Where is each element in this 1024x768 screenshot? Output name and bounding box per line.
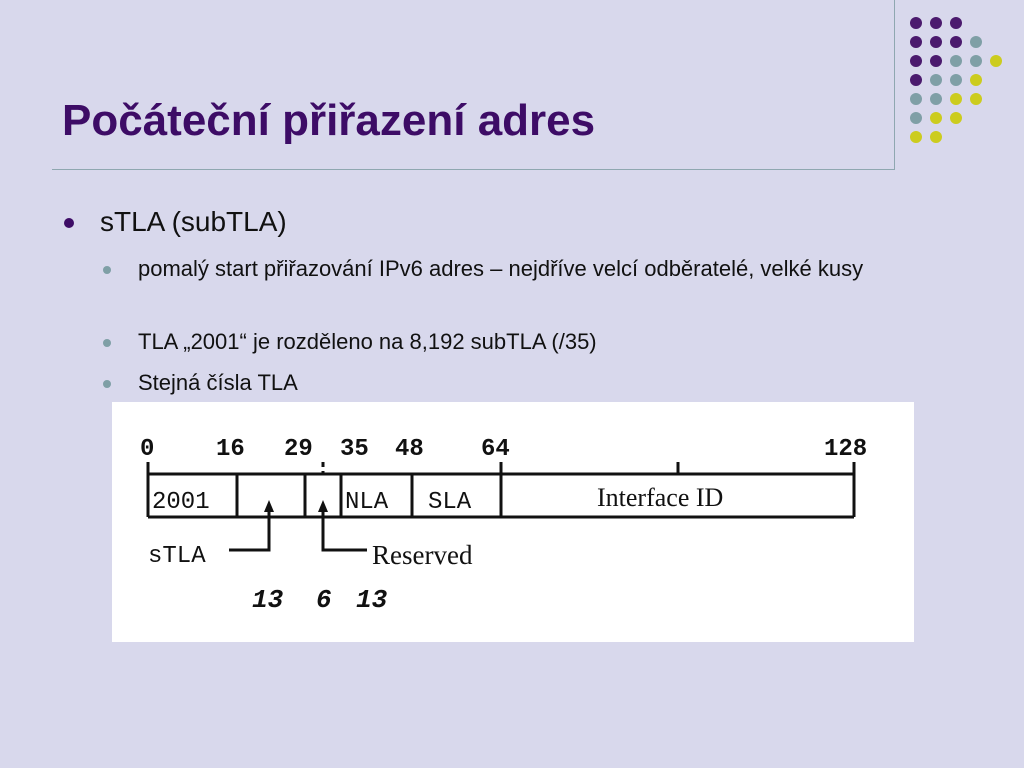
- field-2001: 2001: [152, 489, 210, 516]
- bit-label-16: 16: [216, 436, 245, 463]
- width-label-6: 6: [316, 585, 332, 615]
- width-label-13: 13: [252, 585, 284, 615]
- sub-bullet-text: TLA „2001“ je rozděleno na 8,192 subTLA (/35): [138, 329, 597, 354]
- field-sla: SLA: [428, 489, 472, 516]
- bit-label-64: 64: [481, 436, 510, 463]
- bit-label-29: 29: [284, 436, 313, 463]
- title-divider: [52, 169, 895, 170]
- slide-title: Počáteční přiřazení adres: [62, 96, 596, 145]
- callout-stla: sTLA: [148, 543, 206, 570]
- sub-bullet-dot: [103, 266, 111, 274]
- field-interface-id: Interface ID: [597, 483, 724, 512]
- bit-label-48: 48: [395, 436, 424, 463]
- width-label-13b: 13: [356, 585, 388, 615]
- corner-divider: [894, 0, 895, 170]
- sub-bullet-text: pomalý start přiřazování IPv6 adres – nejdříve velcí odběratelé, velké kusy: [138, 256, 864, 281]
- bit-label-0: 0: [140, 436, 155, 463]
- bullet-main-text: sTLA (subTLA): [100, 206, 287, 237]
- sub-bullet-dot: [103, 380, 111, 388]
- decorative-dot-grid: [905, 10, 1015, 150]
- sub-bullet-text: Stejná čísla TLA: [138, 370, 298, 395]
- bit-label-128: 128: [824, 436, 868, 463]
- arrow-up-icon: [318, 500, 328, 512]
- bullet-dot: [64, 218, 74, 228]
- address-format-figure: [112, 402, 914, 642]
- arrow-up-icon: [264, 500, 274, 512]
- address-format-diagram: [112, 402, 914, 642]
- callout-reserved: Reserved: [372, 540, 473, 570]
- field-row: [148, 462, 854, 517]
- bit-label-35: 35: [340, 436, 369, 463]
- field-nla: NLA: [345, 489, 389, 516]
- sub-bullet-dot: [103, 339, 111, 347]
